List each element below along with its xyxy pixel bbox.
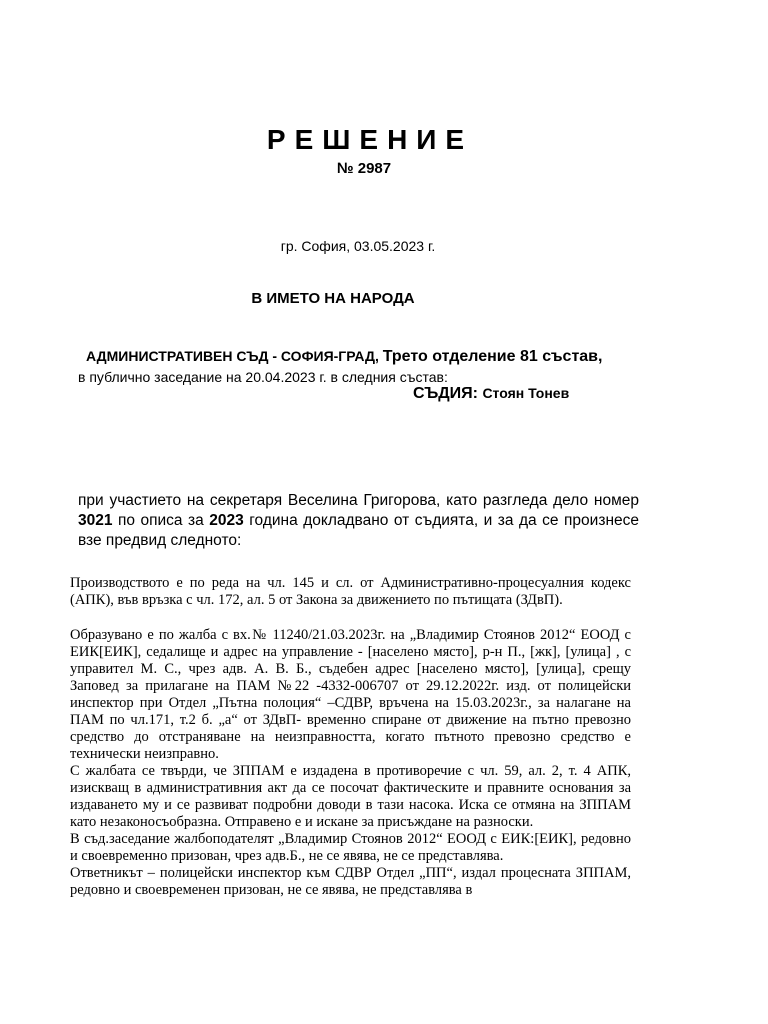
court-department: Трето отделение 81 състав,: [382, 348, 603, 365]
body-paragraph-complaint: Образувано е по жалба с вх.№ 11240/21.03.2023г. на „Владимир Стоянов 2012“ ЕООД с ЕИК[ЕИК], седалище и адрес на управление - [населено място], р-н П., [жк], [улица] , с управител М. С., чрез адв. А. В. Б., съдебен адрес [населено място], [улица], срещу Заповед за прилагане на ПАМ №22 -4332-006707 от 29.12.2022г. изд. от полицейски инспектор при Отдел „Пътна полоция“ –СДВР, връчена на 15.03.2023г., за налагане на ПАМ по чл.171, т.2 б. „а“ от ЗДвП- временно спиране от движение на пътно превозно средство до отстраняване на неизправността, когато пътното превозно средство е технически неизправно.: [70, 627, 631, 762]
decision-number: № 2987: [336, 160, 392, 177]
court-comma: ,: [374, 348, 383, 364]
court-line: [86, 348, 602, 366]
judge-label: СЪДИЯ:: [413, 385, 478, 402]
participation-part2: по описа за: [112, 512, 210, 529]
place-date: гр. София, 03.05.2023 г.: [280, 238, 436, 254]
participation-part3: година докладвано от съдията, и за да се произнесе взе предвид следното:: [78, 512, 639, 549]
court-name: АДМИНИСТРАТИВЕН СЪД - СОФИЯ-ГРАД: [86, 348, 375, 364]
case-number: 3021: [78, 512, 113, 529]
in-the-name-of-the-people: В ИМЕТО НА НАРОДА: [251, 290, 415, 307]
participation-part1: при участието на секретаря Веселина Григорова, като разгледа дело номер: [78, 492, 639, 509]
body-paragraph-appellant: В съд.заседание жалбоподателят „Владимир Стоянов 2012“ ЕООД с ЕИК:[ЕИК], редовно и своевременно призован, чрез адв.Б., не се явява, не се представлява.: [70, 831, 631, 864]
body-paragraph-proceedings: Производството е по реда на чл. 145 и сл. от Административно-процесуалния кодекс (АПК), във връзка с чл. 172, ал. 5 от Закона за движението по пътищата (ЗДвП).: [70, 575, 631, 608]
decision-body: [70, 575, 631, 899]
judge-name: Стоян Тонев: [482, 385, 570, 401]
session-info: в публично заседание на 20.04.2023 г. в следния състав:: [78, 369, 448, 385]
judge-line: [413, 385, 569, 403]
body-paragraph-claims: С жалбата се твърди, че ЗППАМ е издадена в противоречие с чл. 59, ал. 2, т. 4 АПК, изискващ в административния акт да се посочат фактическите и правните основания за издаването му и се развиват подробни доводи в тази насока. Иска се отмяна на ЗППАМ като незаконосъобразна. Отправено е и искане за присъждане на разноски.: [70, 763, 631, 830]
document-title: РЕШЕНИЕ: [266, 124, 474, 155]
participation-paragraph: [78, 491, 639, 551]
case-year: 2023: [209, 512, 244, 529]
body-paragraph-respondent: Ответникът – полицейски инспектор към СДВР Отдел „ПП“, издал процесната ЗППАМ, редовно и своевременен призован, не се явява, не представлява в: [70, 865, 631, 898]
